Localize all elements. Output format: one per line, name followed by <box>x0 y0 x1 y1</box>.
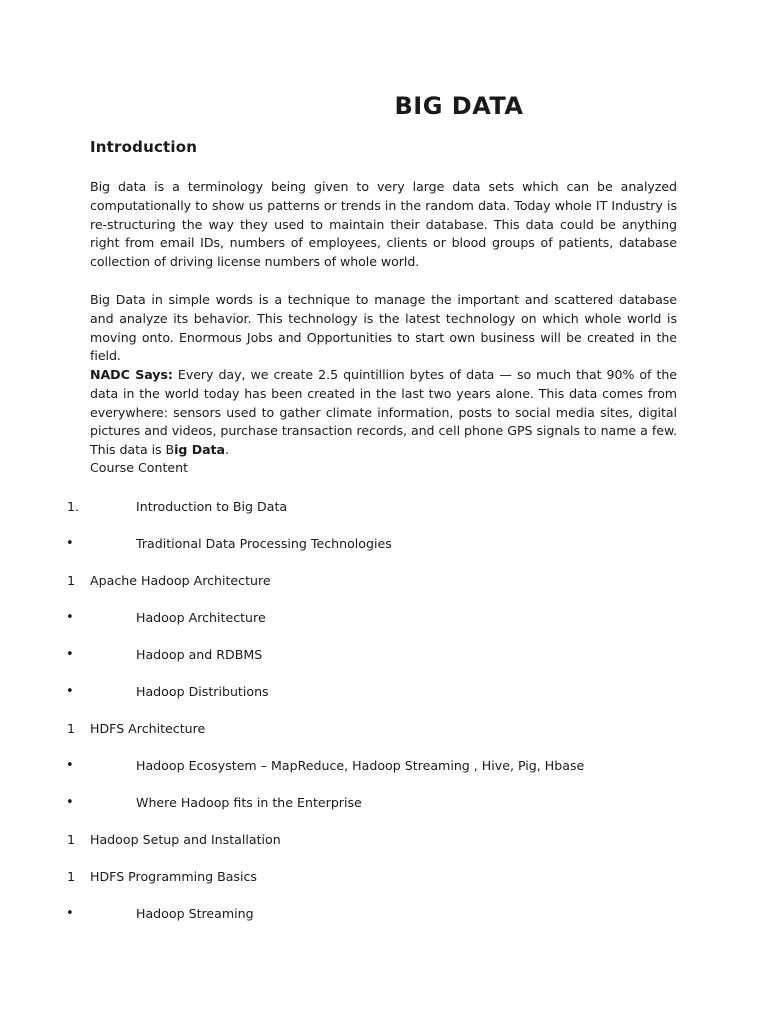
bullet-icon: • <box>66 610 74 625</box>
bullet-icon: • <box>66 906 74 921</box>
intro-paragraph-1: Big data is a terminology being given to very large data sets which can be analyzed computationally to show us patterns or trends in the random data. Today whole IT Industry is re-structuring the way they used to maintain their database. This data could be anything right from email IDs, numbers of employees, clients or blood groups of patients, database collection of driving license numbers of whole world. <box>90 179 677 270</box>
list-item-text: Apache Hadoop Architecture <box>90 573 271 588</box>
list-item <box>0 830 768 849</box>
list-item <box>0 534 768 553</box>
nadc-says-label: NADC Says: <box>90 367 173 382</box>
nadc-quote-end: . <box>224 442 229 458</box>
list-marker: 1 <box>67 832 76 847</box>
list-item-text: Hadoop and RDBMS <box>136 647 263 662</box>
document-title: BIG DATA <box>394 92 524 120</box>
course-content-heading: Course Content <box>90 460 189 475</box>
list-marker: 1 <box>67 721 76 736</box>
list-item <box>0 719 768 738</box>
list-item-text: Hadoop Setup and Installation <box>90 832 281 847</box>
list-item <box>0 608 768 627</box>
list-item-text: Hadoop Distributions <box>136 684 269 699</box>
bullet-icon: • <box>66 684 74 699</box>
list-item-text: Where Hadoop fits in the Enterprise <box>136 795 362 810</box>
list-item <box>0 497 768 516</box>
nadc-quote-paragraph <box>90 366 677 460</box>
list-item <box>0 756 768 775</box>
big-data-bold-text: ig Data <box>174 442 225 458</box>
list-item-text: HDFS Programming Basics <box>90 869 257 884</box>
list-marker: 1 <box>67 869 76 884</box>
list-item-text: Hadoop Ecosystem – MapReduce, Hadoop Streaming , Hive, Pig, Hbase <box>136 758 585 773</box>
list-marker: 1 <box>67 573 76 588</box>
list-marker: 1. <box>67 499 80 514</box>
section-heading-introduction: Introduction <box>90 138 198 156</box>
intro-paragraph-2: Big Data in simple words is a technique to manage the important and scattered database and analyze its behavior. This technology is the latest technology on which whole world is moving onto. Enormous Jobs and Opportunities to start own business will be created in the field. <box>90 292 677 364</box>
list-item <box>0 904 768 923</box>
bullet-icon: • <box>66 536 74 551</box>
bullet-icon: • <box>66 795 74 810</box>
list-item <box>0 867 768 886</box>
list-item <box>0 645 768 664</box>
list-item <box>0 682 768 701</box>
list-item-text: HDFS Architecture <box>90 721 206 736</box>
nadc-quote-body: Every day, we create 2.5 quintillion bytes of data — so much that 90% of the data in the world today has been created in the last two years alone. This data comes from everywhere: sensors used to gather climate information, posts to social media sites, digital pictures and videos, purchase transaction records, and cell phone GPS signals to name a few. This data is B <box>90 367 677 458</box>
list-item <box>0 571 768 590</box>
list-item <box>0 793 768 812</box>
list-item-text: Hadoop Streaming <box>136 906 254 921</box>
bullet-icon: • <box>66 647 74 662</box>
list-item-text: Introduction to Big Data <box>136 499 288 514</box>
list-item-text: Hadoop Architecture <box>136 610 266 625</box>
list-item-text: Traditional Data Processing Technologies <box>136 536 392 551</box>
bullet-icon: • <box>66 758 74 773</box>
